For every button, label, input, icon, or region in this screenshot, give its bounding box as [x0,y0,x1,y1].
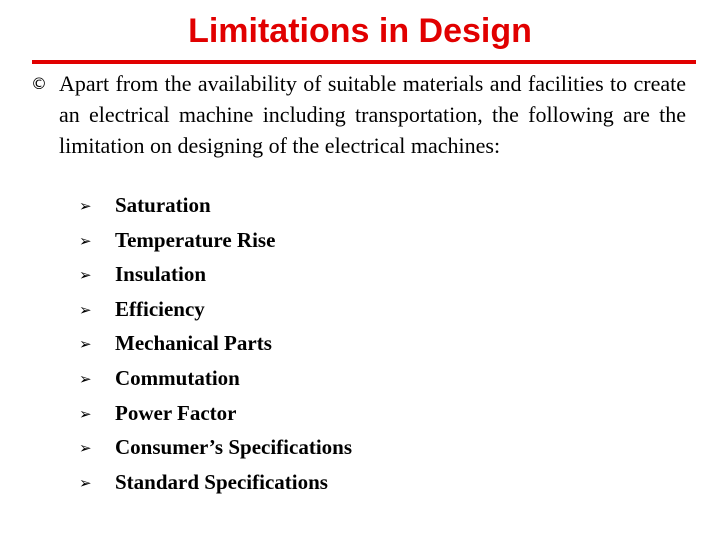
list-item-label: Insulation [115,262,207,287]
list-item [0,188,720,223]
arrowhead-bullet-icon: ➢ [79,300,92,319]
list-item-label: Efficiency [115,296,205,321]
list-item [0,223,720,258]
arrowhead-bullet-icon: ➢ [79,369,92,388]
list-item-label: Standard Specifications [115,469,328,494]
quill-bullet-icon: © [31,74,47,93]
limitations-list [0,188,720,499]
list-item-label: Mechanical Parts [115,331,272,356]
main-bullet-text: Apart from the availability of suitable materials and facilities to create an electrical machine including transportation, the following are the limitation on designing of the electrical machines: [59,71,686,158]
list-item [0,361,720,396]
list-item [0,257,720,292]
arrowhead-bullet-icon: ➢ [79,335,92,354]
slide-title: Limitations in Design [188,12,532,50]
list-item [0,326,720,361]
arrowhead-bullet-icon: ➢ [79,266,92,285]
arrowhead-bullet-icon: ➢ [79,473,92,492]
list-item [0,430,720,465]
list-item-label: Power Factor [115,400,237,425]
arrowhead-bullet-icon: ➢ [79,231,92,250]
list-item [0,292,720,327]
arrowhead-bullet-icon: ➢ [79,404,92,423]
list-item-label: Commutation [115,365,240,390]
list-item [0,396,720,431]
arrowhead-bullet-icon: ➢ [79,197,92,215]
list-item-label: Saturation [115,193,211,217]
list-item-label: Temperature Rise [115,227,276,252]
title-underline [32,60,696,64]
list-item-label: Consumer’s Specifications [115,435,353,460]
arrowhead-bullet-icon: ➢ [79,439,92,458]
list-item [0,465,720,500]
